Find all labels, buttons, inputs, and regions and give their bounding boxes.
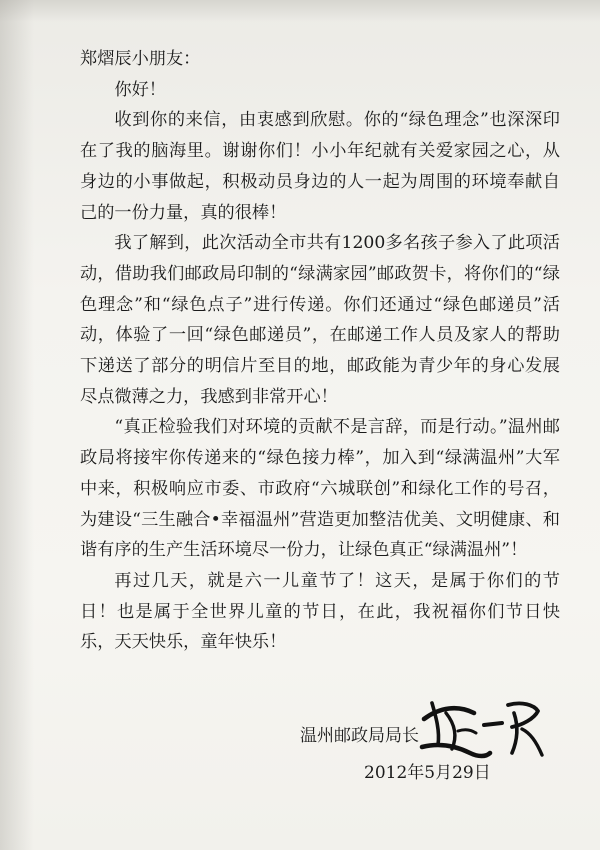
letter-body — [80, 44, 560, 658]
letter-paragraph-2: 我了解到，此次活动全市共有1200多名孩子参入了此项活动，借助我们邮政局印制的“绿满家园”邮政贺卡，将你们的“绿色理念”和“绿色点子”进行传递。你们还通过“绿色邮递员”活动，体验了一回“绿色邮递员”，在邮递工作人员及家人的帮助下递送了部分的明信片至目的地，邮政能为青少年的身心发展尽点微薄之力，我感到非常开心！ — [80, 233, 560, 407]
letter-greeting: 你好！ — [114, 79, 166, 100]
letter-paragraph-3: “真正检验我们对环境的贡献不是言辞，而是行动。”温州邮政局将接牢你传递来的“绿色接力棒”，加入到“绿满温州”大军中来，积极响应市委、市政府“六城联创”和绿化工作的号召，为建设“三生融合•幸福温州”营造更加整洁优美、文明健康、和谐有序的生产生活环境尽一份力，让绿色真正“绿满温州”！ — [80, 417, 560, 561]
signature-block — [300, 695, 570, 795]
signer-title: 温州邮政局局长 — [300, 726, 419, 746]
handwritten-signature — [418, 695, 548, 765]
letter-paragraph-4: 再过几天，就是六一儿童节了！这天，是属于你们的节日！也是属于全世界儿童的节日，在此，我祝福你们节日快乐，天天快乐，童年快乐！ — [80, 570, 560, 653]
letter-salutation: 郑熠辰小朋友： — [80, 49, 201, 69]
paper-shadow-top — [0, 0, 600, 22]
paper-shadow-left — [0, 0, 34, 850]
letter-date: 2012年5月29日 — [364, 763, 491, 783]
letter-paragraph-1: 收到你的来信，由衷感到欣慰。你的“绿色理念”也深深印在了我的脑海里。谢谢你们！小小年纪就有关爱家园之心，从身边的小事做起，积极动员身边的人一起为周围的环境奉献自己的一份力量，真的很棒！ — [80, 110, 560, 223]
